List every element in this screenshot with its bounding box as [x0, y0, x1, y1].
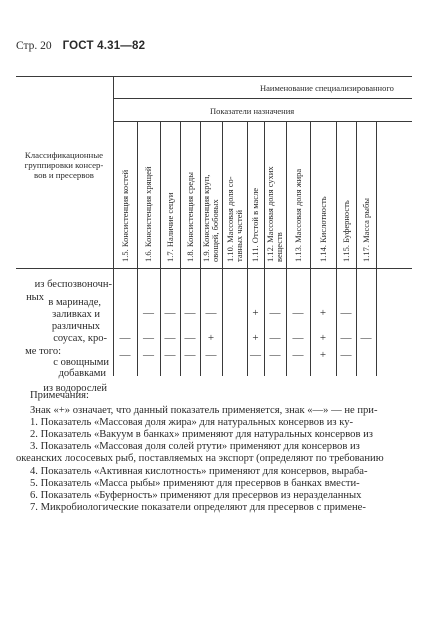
row-label: в маринаде,	[48, 297, 101, 308]
table-cell-mark: —	[205, 349, 217, 361]
row-label: из водорослей	[43, 383, 107, 394]
page-header	[16, 40, 153, 52]
note-line: 2. Показатель «Вакуум в банках» применяют для натуральных консервов из	[30, 429, 373, 441]
row-label: с овощными	[53, 357, 109, 368]
table-cell-mark: —	[292, 307, 304, 319]
note-line: океанских лососевых рыб, поставляемых на экспорт (определяют по требованию	[16, 453, 384, 465]
row-label: из беспозвоночн-	[34, 279, 112, 290]
column-divider	[376, 121, 377, 376]
column-header-text: 1.8. Консистенция среды	[184, 172, 195, 262]
table-cell-mark: +	[252, 307, 259, 319]
column-header-text: овощей, бобовых	[210, 199, 220, 262]
note-line: 5. Показатель «Масса рыбы» применяют для пресервов в банках вмести-	[30, 477, 360, 489]
header-bottom-rule	[16, 268, 412, 269]
table-cell-mark: —	[184, 349, 196, 361]
table-cell-mark: —	[360, 332, 372, 344]
row-label: заливках и	[52, 309, 100, 320]
notes-block	[16, 390, 416, 514]
column-divider	[160, 121, 161, 376]
column-divider	[222, 121, 223, 376]
table-cell-mark: —	[143, 332, 154, 344]
note-line: Знак «+» означает, что данный показатель применяется, знак «—» — не при-	[30, 405, 378, 417]
column-header-text: 1.11. Отстой в масле	[250, 187, 260, 262]
column-header-text: 1.14. Кислотность	[317, 196, 328, 262]
column-header-text: 1.17. Масса рыбы	[360, 198, 371, 262]
table-cell-mark: —	[340, 332, 352, 344]
table-cell-mark: —	[184, 307, 196, 319]
row-label: различных	[51, 321, 100, 332]
column-divider	[310, 121, 311, 376]
column-header-text: веществ	[274, 232, 284, 262]
column-header-text: 1.7. Наличие сецуи	[164, 192, 175, 262]
subheader-divider	[113, 121, 412, 122]
table-cell-mark: —	[250, 349, 261, 361]
table-cell-mark: —	[119, 349, 131, 361]
table-cell-mark: —	[143, 307, 154, 319]
row-header: Классификационные группировки консер- вов и пресервов	[24, 150, 104, 180]
table-top-rule	[16, 76, 412, 77]
column-divider	[137, 121, 138, 376]
sub-header-text: Показатели назначения	[210, 106, 295, 116]
note-line: 7. Микробиологические показатели определяют для пресервов с примене-	[30, 501, 366, 513]
table-cell-mark: —	[184, 332, 196, 344]
note-line: 6. Показатель «Буферность» применяют для пресервов из неразделанных	[30, 489, 362, 501]
row-header-divider	[113, 76, 114, 376]
column-header-text: 1.13. Массовая доля жира	[292, 168, 303, 262]
table-cell-mark: —	[143, 349, 154, 361]
row-label: ных	[26, 292, 44, 303]
table-cell-mark: +	[319, 349, 327, 361]
row-label: соусах, кро-	[53, 333, 107, 344]
table-cell-mark: —	[269, 307, 281, 319]
table-cell-mark: +	[252, 332, 259, 344]
column-divider	[180, 121, 181, 376]
table-cell-mark: —	[164, 349, 176, 361]
column-header-text: 1.9. Консистенция круп,	[201, 174, 211, 262]
note-line: 3. Показатель «Массовая доля солей ртути» применяют для консервов из	[30, 441, 360, 453]
note-line: 1. Показатель «Массовая доля жира» для натуральных консервов из ку-	[30, 417, 354, 429]
column-divider	[336, 121, 337, 376]
table-cell-mark: —	[164, 307, 176, 319]
column-header-text: 1.15. Буферность	[340, 200, 351, 262]
column-divider	[286, 121, 287, 376]
column-divider	[247, 121, 248, 376]
table-cell-mark: —	[205, 307, 217, 319]
notes-title: Примечания:	[30, 390, 89, 401]
table-cell-mark: —	[269, 349, 281, 361]
table-cell-mark: —	[340, 307, 352, 319]
top-header-text: Наименование специализированного	[260, 83, 394, 93]
column-header-text: 1.6. Консистенция хрящей	[143, 166, 153, 262]
table-cell-mark: +	[319, 332, 327, 344]
table-cell-mark: —	[340, 349, 352, 361]
table-cell-mark: —	[292, 349, 304, 361]
row-label: ме того:	[25, 346, 61, 357]
column-divider	[356, 121, 357, 376]
table-cell-mark: +	[319, 307, 327, 319]
table-cell-mark: —	[164, 332, 176, 344]
column-header-text: 1.5. Консистенция костей	[119, 169, 130, 262]
header-divider	[113, 98, 412, 99]
row-label: добавками	[58, 368, 106, 379]
table-cell-mark: —	[292, 332, 304, 344]
table-cell-mark: —	[269, 332, 281, 344]
column-header-text: 1.10. Массовая доля со-	[224, 176, 235, 262]
column-header-text: тавных частей	[233, 209, 244, 262]
standard-code: ГОСТ 4.31—82	[62, 40, 146, 52]
column-header-text: 1.12. Массовая доля сухих	[265, 166, 275, 262]
note-line: 4. Показатель «Активная кислотность» применяют для консервов, выраба-	[30, 465, 368, 477]
table-cell-mark: +	[207, 332, 215, 344]
page-number: Стр. 20	[16, 40, 52, 52]
table-cell-mark: —	[119, 332, 131, 344]
